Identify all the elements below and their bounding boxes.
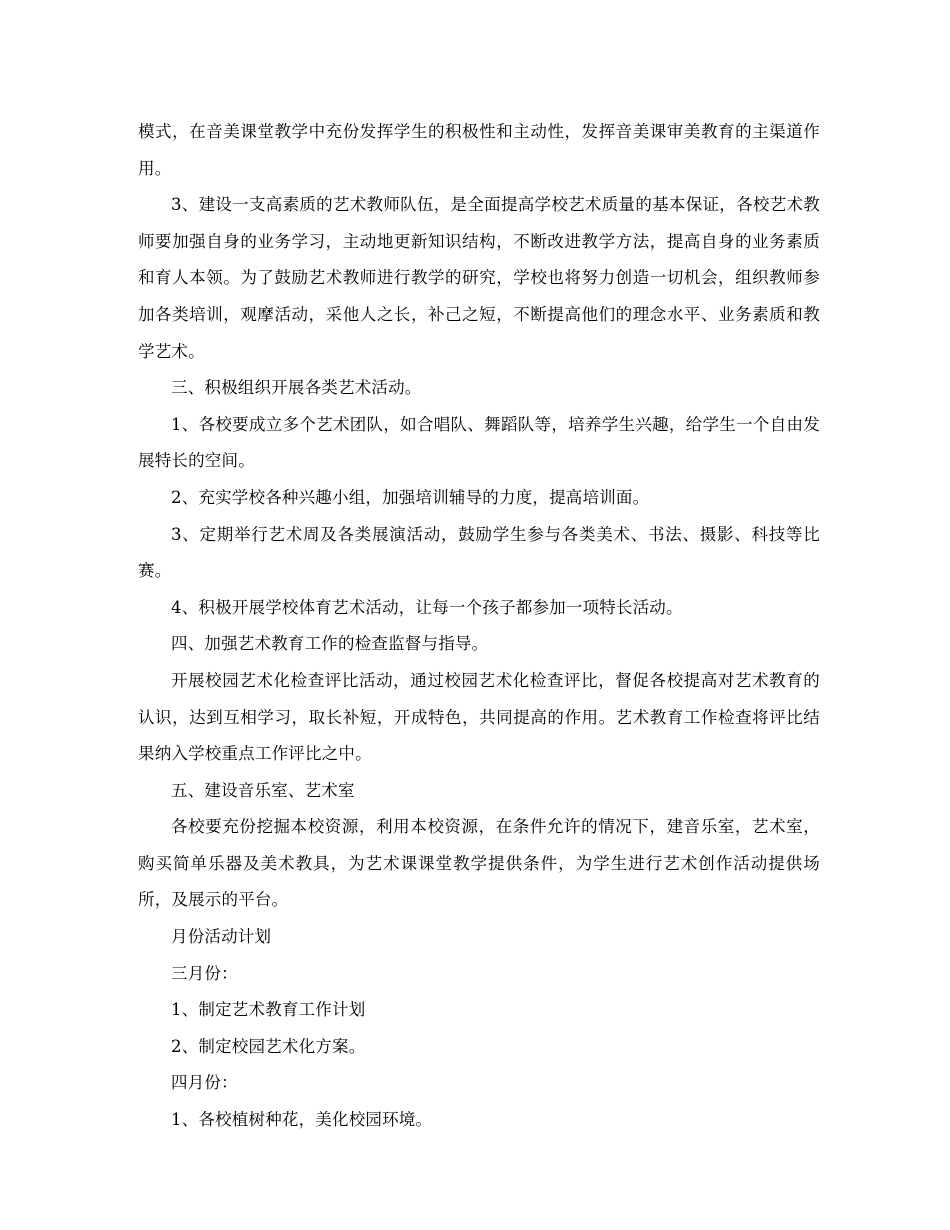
march-item-1: 1、制定艺术教育工作计划	[171, 1000, 366, 1020]
document-body	[138, 114, 820, 1139]
month-march-label: 三月份：	[171, 963, 238, 983]
april-item-1: 1、各校植树种花，美化校园环境。	[171, 1110, 433, 1130]
paragraph-4: 1、各校要成立多个艺术团队，如合唱队、舞蹈队等，培养学生兴趣，给学生一个自由发展特长的空间。	[138, 414, 820, 471]
paragraph-6: 3、定期举行艺术周及各类展演活动，鼓励学生参与各类美术、书法、摄影、科技等比赛。	[138, 524, 820, 581]
monthly-plan-heading: 月份活动计划	[171, 927, 272, 947]
paragraph-11: 各校要充份挖掘本校资源，利用本校资源，在条件允许的情况下，建音乐室，艺术室，购买简单乐器及美术教具，为艺术课课堂教学提供条件，为学生进行艺术创作活动提供场所，及展示的平台。	[138, 817, 820, 910]
section-heading-5: 五、建设音乐室、艺术室	[171, 780, 355, 800]
march-item-2: 2、制定校园艺术化方案。	[171, 1036, 366, 1056]
paragraph-7: 4、积极开展学校体育艺术活动，让每一个孩子都参加一项特长活动。	[171, 597, 683, 617]
paragraph-2: 3、建设一支高素质的艺术教师队伍，是全面提高学校艺术质量的基本保证，各校艺术教师要加强自身的业务学习，主动地更新知识结构，不断改进教学方法，提高自身的业务素质和育人本领。为了鼓励艺术教师进行教学的研究，学校也将努力创造一切机会，组织教师参加各类培训，观摩活动，采他人之长，补己之短，不断提高他们的理念水平、业务素质和教学艺术。	[138, 195, 820, 361]
paragraph-5: 2、充实学校各种兴趣小组，加强培训辅导的力度，提高培训面。	[171, 487, 650, 507]
paragraph-9: 开展校园艺术化检查评比活动，通过校园艺术化检查评比，督促各校提高对艺术教育的认识，达到互相学习，取长补短，开成特色，共同提高的作用。艺术教育工作检查将评比结果纳入学校重点工作评比之中。	[138, 670, 820, 764]
paragraph-1: 模式，在音美课堂教学中充份发挥学生的积极性和主动性，发挥音美课审美教育的主渠道作用。	[138, 122, 820, 178]
month-april-label: 四月份：	[171, 1073, 238, 1093]
section-heading-3: 三、积极组织开展各类艺术活动。	[171, 378, 422, 398]
section-heading-4: 四、加强艺术教育工作的检查监督与指导。	[171, 634, 489, 654]
